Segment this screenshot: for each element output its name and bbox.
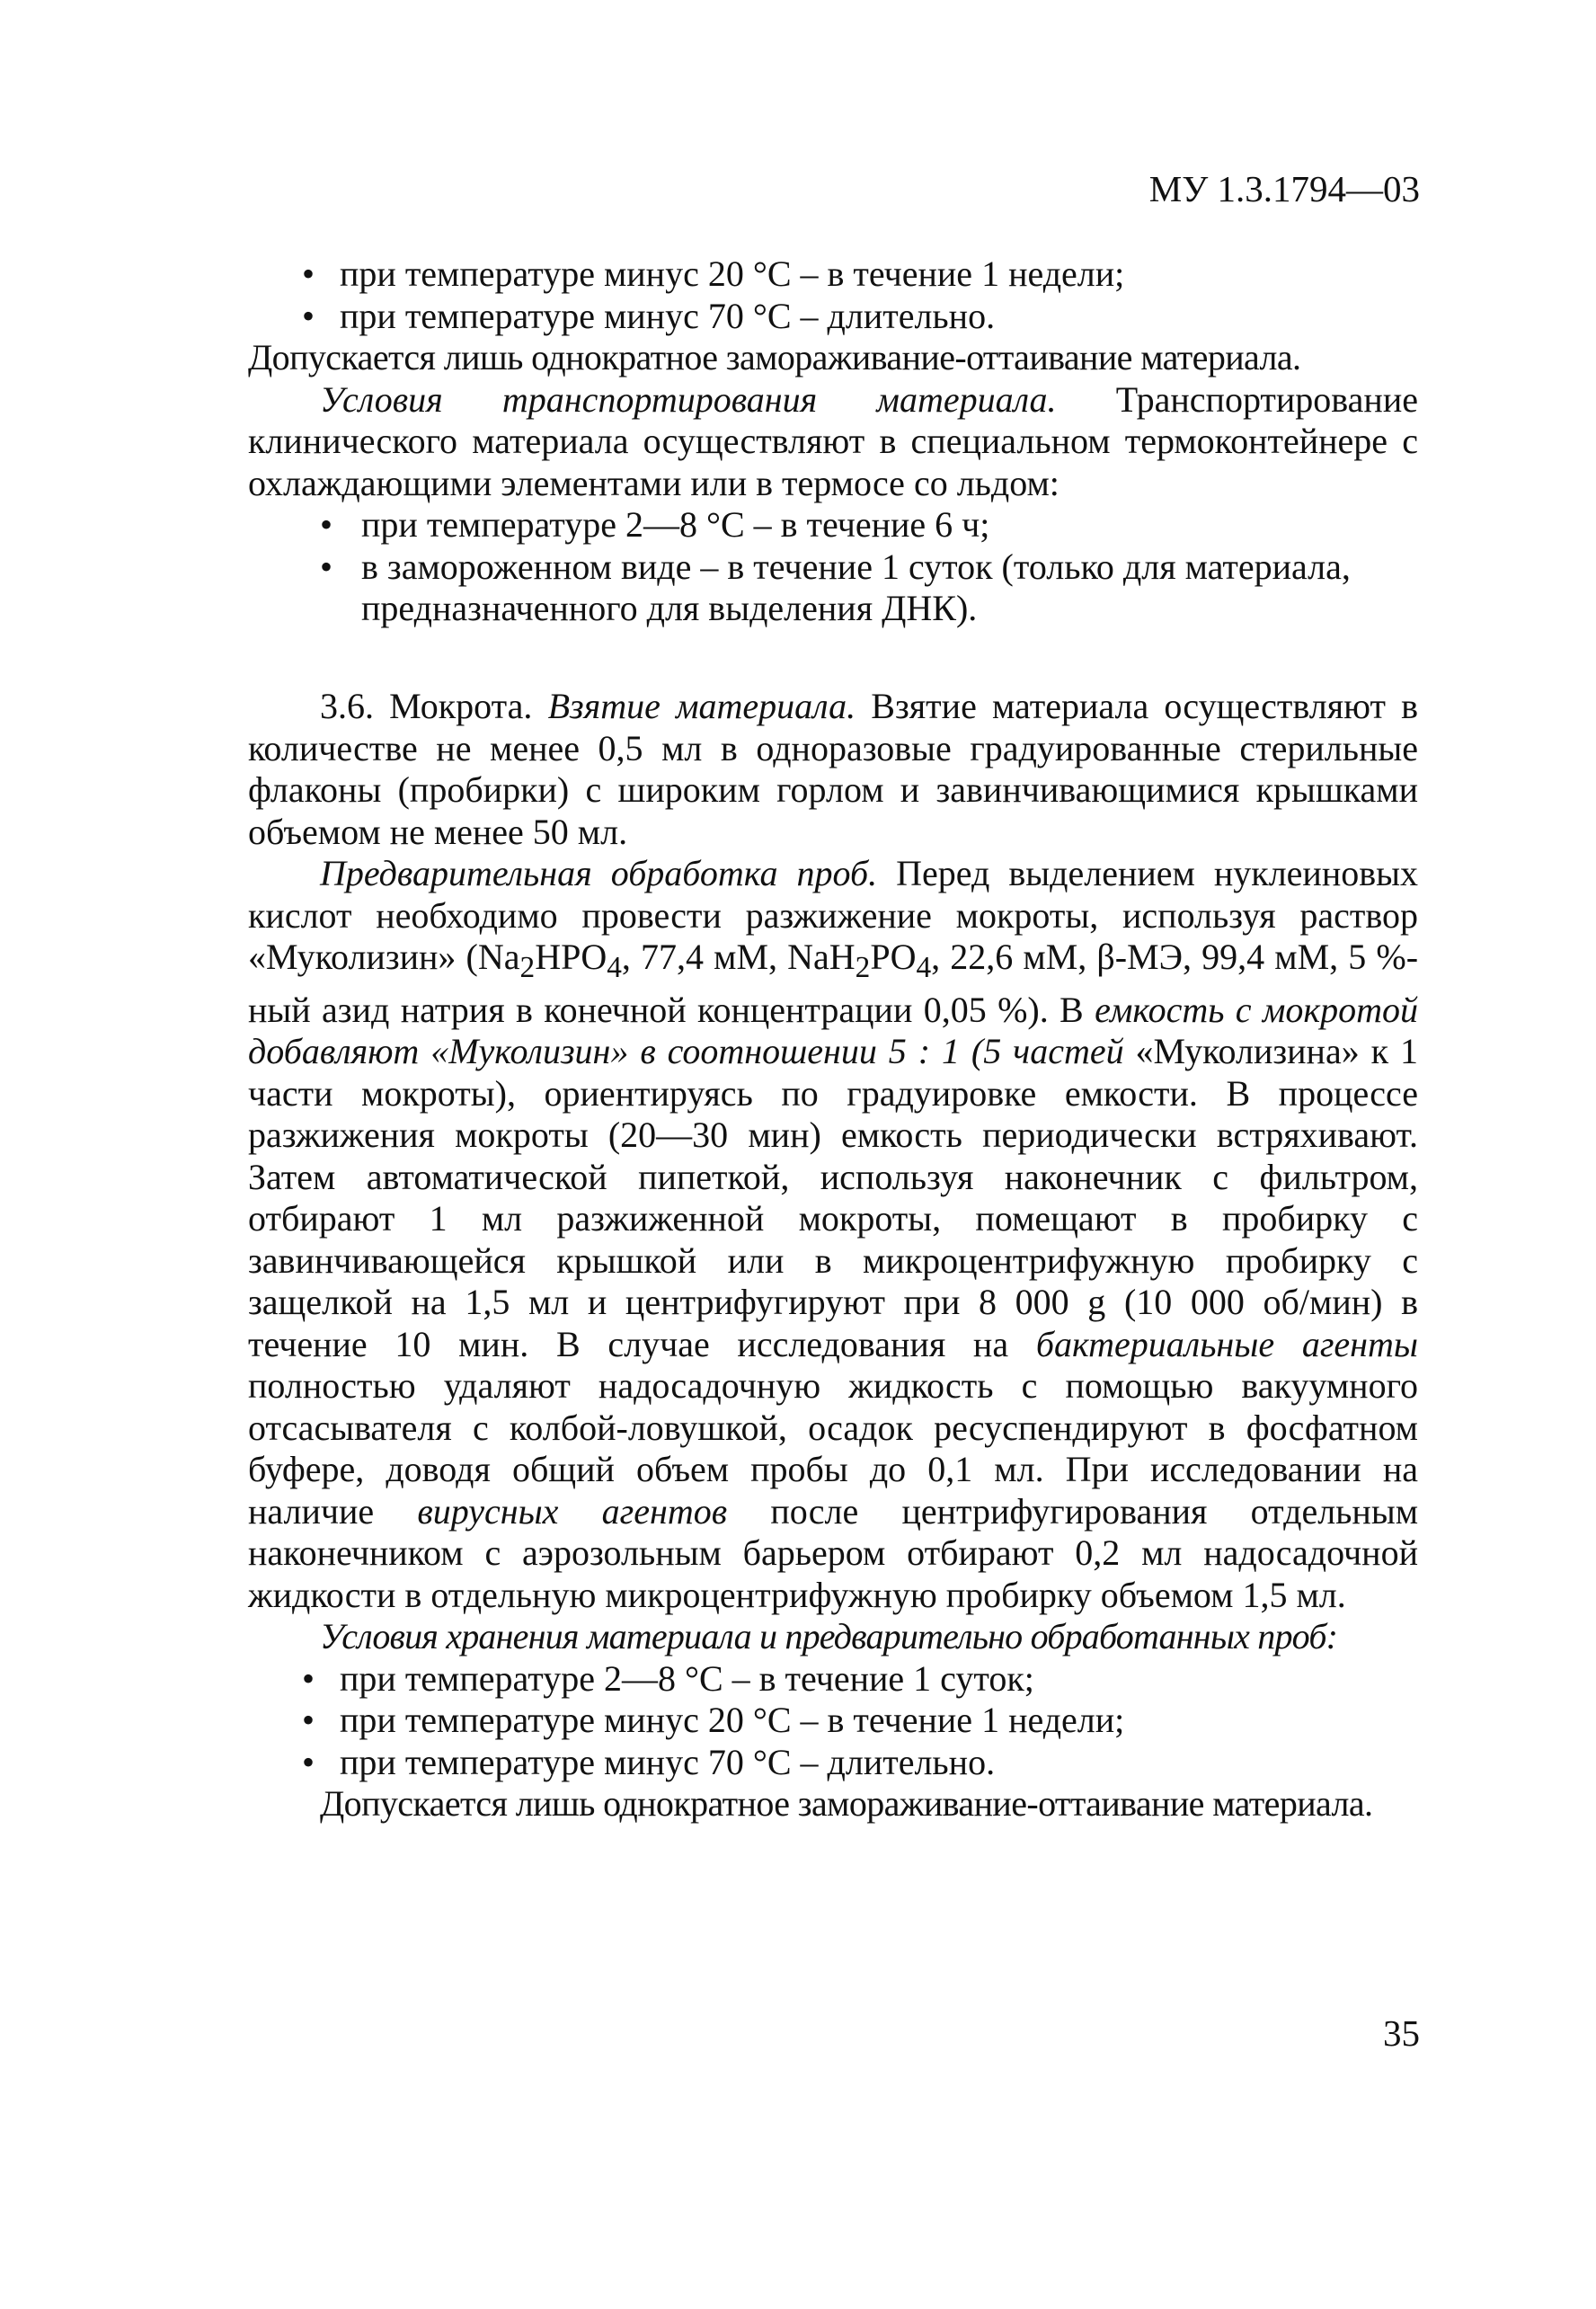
sample-taking-paragraph: 3.6. Мокрота. Взятие материала. Взятие материала осуществляют в количестве не менее 0,5 мл в одноразовые градуированные стерильные флаконы (пробирки) с широким горлом и завинчивающимися крышками объемом не менее 50 мл. [248,686,1419,852]
bullet-icon: • [302,1741,315,1782]
section-title: Мокрота. [374,686,548,726]
top-section [248,253,1418,630]
take-heading: Взятие материала. [547,686,856,726]
list-item: • при температуре минус 20 °С – в течение 1 недели; [302,1700,1125,1740]
list-item: • при температуре 2—8 °С – в течение 1 суток; [302,1657,1034,1699]
list-item: • при температуре минус 20 °С – в течение 1 недели; [302,253,1125,294]
bullet-icon: • [302,295,315,336]
page-number: 35 [1383,2012,1420,2054]
section-number: 3.6. [320,686,374,726]
transport-heading: Условия транспортирования материала. [320,378,1057,420]
bullet-icon: • [302,1700,315,1740]
note-text: Допускается лишь однократное замораживание-оттаивание материала. [320,1783,1373,1824]
list-item: • при температуре минус 70 °С – длительно. [302,1741,996,1782]
list-item: • в замороженном виде – в течение 1 суток (только для материала, предназначенного для выделения ДНК). [320,546,1351,628]
doc-code-header: МУ 1.3.1794—03 [1148,168,1420,209]
section-3-6 [248,686,1418,1825]
bullet-icon: • [302,253,315,294]
bullet-icon: • [302,1657,315,1699]
transport-paragraph: Условия транспортирования материала. Транспортирование клинического материала осуществляют в специальном термоконтейнере с охлаждающими элементами или в термосе со льдом: [248,378,1418,503]
storage-heading: Условия хранения материала и предварительно обработанных проб: [320,1616,1338,1656]
pretreatment-paragraph: Предварительная обработка проб. Перед выделением нуклеиновых кислот необходимо провести разжижение мокроты, используя раствор «Муколизин» ($Na_2HPO_4$, 77,4 мМ, $NaH_2PO_4$, 22,6 мМ, β-МЭ, 99,4 мМ, 5 %-ный азид натрия в конечной концентрации 0,05 %). В емкость с мокротой добавляют «Муколизин» в соотношении 5 : 1 (5 частей «Муколизина» к 1 части мокроты), ориентируясь по градуировке емкости. В процессе разжижения мокроты (20—30 мин) емкость периодически встряхивают. Затем автоматической пипеткой, используя наконечник с фильтром, отбирают 1 мл разжиженной мокроты, помещают в пробирку с завинчивающейся крышкой или в микроцентрифужную пробирку с защелкой на 1,5 мл и центрифугируют при 8 000 g (10 000 об/мин) в течение 10 мин. В случае исследования на бактериальные агенты полностью удаляют надосадочную жидкость с помощью вакуумного отсасывателя с колбой-ловушкой, осадок ресуспендируют в фосфатном буфере, доводя общий объем пробы до 0,1 мл. При исследовании на наличие вирусных агентов после центрифугирования отдельным наконечником с аэрозольным барьером отбирают 0,2 мл надосадочной жидкости в отдельную микроцентрифужную пробирку объемом 1,5 мл. [248,853,1419,1615]
bullet-icon: • [320,504,333,545]
bullet-icon: • [320,546,333,587]
list-item: • при температуре 2—8 °С – в течение 6 ч; [320,504,990,545]
prep-heading: Предварительная обработка проб. [320,853,878,893]
note-text: Допускается лишь однократное замораживание-оттаивание материала. [248,337,1301,377]
list-item: • при температуре минус 70 °С – длительно. [302,295,996,336]
